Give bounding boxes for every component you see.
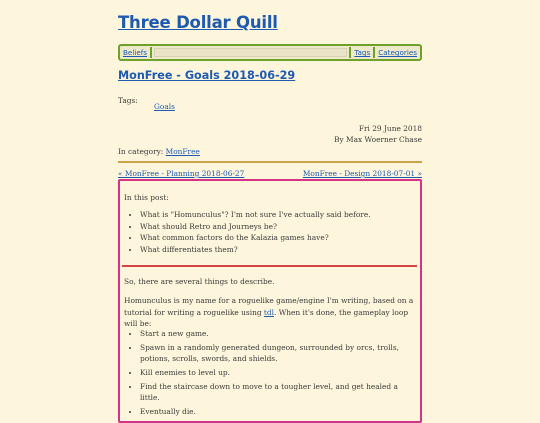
list-item: • Kill enemies to level up.: [140, 367, 416, 378]
divider: [118, 161, 422, 163]
category-label: In category:: [118, 147, 164, 156]
paragraph-text: . When it's done, the gameplay loop will be:: [124, 307, 409, 328]
nav-bar: [118, 44, 422, 61]
list-item: • What common factors do the Kalazia games have?: [140, 234, 371, 242]
tags-label: Tags:: [118, 96, 138, 105]
tdl-link[interactable]: tdl: [263, 307, 274, 317]
list-item: • Eventually die.: [140, 406, 416, 417]
post-title-link[interactable]: MonFree - Goals 2018-06-29: [118, 69, 296, 82]
site-title-link[interactable]: Three Dollar Quill: [118, 13, 278, 32]
post-author: By Max Woerner Chase: [334, 135, 422, 144]
paragraph-text: Homunculus is my name for a roguelike game/engine I'm writing, based on a tutorial for writing a roguelike using: [124, 296, 414, 317]
toc-list: [124, 211, 371, 257]
list-item: • What is "Homunculus"? I'm not sure I've actually said before.: [140, 211, 371, 219]
post-category: [118, 147, 200, 156]
tag-link-goals[interactable]: Goals: [154, 102, 175, 111]
list-item: • Start a new game.: [140, 328, 416, 339]
post-content: [118, 179, 422, 423]
category-link[interactable]: MonFree: [165, 147, 200, 156]
list-item: • Find the staircase down to move to a tougher level, and get healed a little.: [140, 381, 416, 403]
prev-post-link[interactable]: « MonFree - Planning 2018-06-27: [118, 169, 245, 178]
paragraph: [124, 295, 416, 330]
nav-separator: [150, 47, 152, 58]
paragraph: So, there are several things to describe.: [124, 277, 275, 286]
next-post-link[interactable]: MonFree - Design 2018-07-01 »: [302, 169, 422, 178]
list-item: • Spawn in a randomly generated dungeon, surrounded by orcs, trolls, potions, scrolls, swords, and shields.: [140, 342, 416, 364]
toc-label: In this post:: [124, 193, 169, 202]
nav-beliefs-link[interactable]: Beliefs: [123, 48, 148, 57]
search-input[interactable]: [154, 48, 347, 57]
nav-categories-link[interactable]: Categories: [378, 48, 417, 57]
divider: [122, 265, 417, 267]
list-item: • What should Retro and Journeys be?: [140, 223, 371, 231]
gameplay-loop-list: [124, 328, 416, 420]
post-date: Fri 29 June 2018: [358, 124, 422, 133]
list-item: • What differentiates them?: [140, 246, 371, 254]
nav-tags-link[interactable]: Tags: [354, 48, 371, 57]
